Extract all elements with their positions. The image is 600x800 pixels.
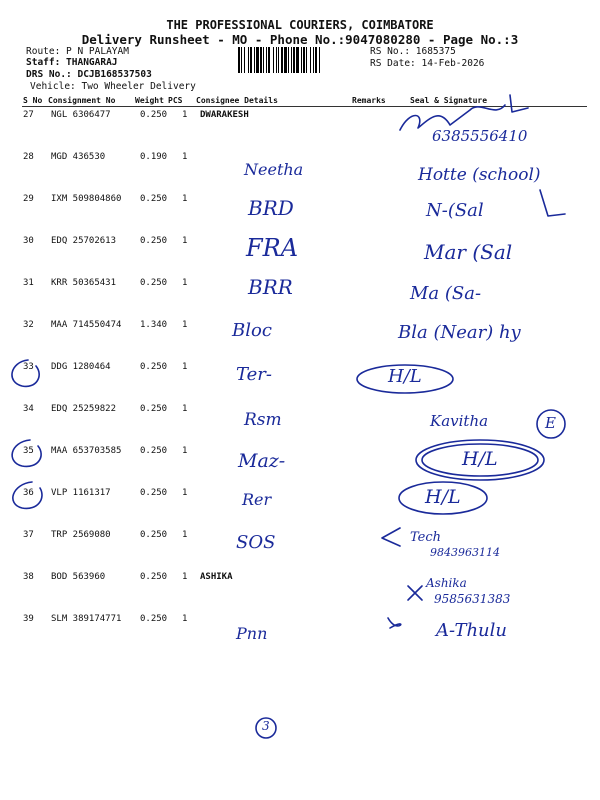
col-seal-signature: Seal & Signature [410, 96, 488, 105]
col-consignee: Consignee Details [196, 96, 278, 105]
row-consignment: EDQ 25259822 [51, 404, 117, 414]
row-sno: 35 [23, 446, 34, 456]
row-32-name-handwritten: Bloc [232, 320, 272, 341]
barcode [238, 47, 366, 73]
row-28-name-handwritten: Neetha [244, 160, 304, 179]
row-weight: 0.190 [140, 152, 168, 162]
row-consignment: DDG 1280464 [51, 362, 111, 372]
row-sno: 33 [23, 362, 34, 372]
row-34-name-handwritten: Rsm [244, 410, 282, 430]
drs-value: DCJB168537503 [77, 69, 152, 80]
row-pcs: 1 [182, 362, 188, 372]
row-sno: 37 [23, 530, 34, 540]
row-consignment: MAA 653703585 [51, 446, 122, 456]
col-weight: Weight [135, 96, 164, 105]
row-consignment: TRP 2569080 [51, 530, 111, 540]
row-28-sign-handwritten: Hotte (school) [418, 165, 541, 185]
row-weight: 0.250 [140, 572, 168, 582]
row-pcs: 1 [182, 152, 188, 162]
barcode-bar [281, 47, 283, 73]
row-consignment: IXM 509804860 [51, 194, 122, 204]
row-pcs: 1 [182, 530, 188, 540]
row-sno: 29 [23, 194, 34, 204]
company-title: THE PROFESSIONAL COURIERS, COIMBATORE [166, 18, 434, 32]
row-weight: 0.250 [140, 236, 168, 246]
row-weight: 0.250 [140, 530, 168, 540]
row-consignment: NGL 6306477 [51, 110, 111, 120]
row-weight: 0.250 [140, 404, 168, 414]
col-pcs: PCS [168, 96, 183, 105]
table-row [0, 614, 600, 656]
staff-label: Staff: [26, 57, 67, 68]
row-sno: 28 [23, 152, 34, 162]
row-pcs: 1 [182, 320, 188, 330]
row-39-name-handwritten: Pnn [236, 624, 268, 643]
row-sno: 30 [23, 236, 34, 246]
barcode-bar [291, 47, 292, 73]
row-pcs: 1 [182, 572, 188, 582]
row-consignment: BOD 563960 [51, 572, 106, 582]
staff-value: THANGARAJ [66, 57, 118, 68]
staff-text [26, 57, 118, 68]
row-37-name-handwritten: SOS [236, 532, 276, 553]
barcode-bar [254, 47, 255, 73]
row-sno: 38 [23, 572, 34, 582]
row-consignment: KRR 50365431 [51, 278, 117, 288]
barcode-bar [244, 47, 245, 73]
row-37-phone-handwritten: 9843963114 [430, 546, 500, 559]
table-row [0, 446, 600, 488]
col-sno: S No [23, 96, 43, 105]
table-row [0, 404, 600, 446]
runsheet-title: Delivery Runsheet - MO - Phone No.:9047080280 - Page No.:3 [81, 32, 519, 47]
row-30-name-handwritten: FRA [246, 234, 299, 262]
row-weight: 1.340 [140, 320, 168, 330]
row-36-sign-handwritten: H/L [425, 486, 461, 508]
barcode-bar [260, 47, 262, 73]
barcode-bar [284, 47, 287, 73]
barcode-bar [238, 47, 240, 73]
rs-number: RS No.: 1685375 [370, 46, 456, 57]
row-consignment: MAA 714550474 [51, 320, 122, 330]
row-consignment: VLP 1161317 [51, 488, 111, 498]
row-weight: 0.250 [140, 278, 168, 288]
page-number-handwritten: 3 [262, 719, 270, 733]
row-34-circled-letter: E [545, 414, 556, 432]
barcode-bar [303, 47, 305, 73]
drs-text [26, 69, 152, 80]
barcode-bar [313, 47, 314, 73]
row-consignee: ASHIKA [200, 572, 233, 582]
row-33-sign-handwritten: H/L [388, 366, 422, 387]
row-consignment: SLM 389174771 [51, 614, 122, 624]
barcode-bar [293, 47, 295, 73]
table-row [0, 194, 600, 236]
row-sno: 39 [23, 614, 34, 624]
row-pcs: 1 [182, 614, 188, 624]
row-consignment: EDQ 25702613 [51, 236, 117, 246]
row-weight: 0.250 [140, 488, 168, 498]
row-pcs: 1 [182, 404, 188, 414]
row-38-sign-handwritten: Ashika [426, 576, 467, 590]
barcode-bar [315, 47, 317, 73]
row-pcs: 1 [182, 446, 188, 456]
row-sno: 27 [23, 110, 34, 120]
row-36-name-handwritten: Rer [242, 490, 272, 509]
barcode-bar [310, 47, 311, 73]
row-sno: 31 [23, 278, 34, 288]
barcode-bar [296, 47, 299, 73]
table-row [0, 488, 600, 530]
barcode-bar [250, 47, 252, 73]
barcode-bar [268, 47, 270, 73]
barcode-bar [278, 47, 279, 73]
row-pcs: 1 [182, 194, 188, 204]
route-text: Route: P N PALAYAM [26, 46, 129, 57]
row-31-name-handwritten: BRR [248, 275, 293, 299]
row-27-phone-handwritten: 6385556410 [432, 127, 528, 145]
row-weight: 0.250 [140, 446, 168, 456]
barcode-bar [306, 47, 307, 73]
row-37-sign-handwritten: Tech [410, 530, 442, 545]
table-row [0, 362, 600, 404]
row-35-sign-handwritten: H/L [462, 448, 498, 470]
row-35-name-handwritten: Maz- [238, 450, 286, 472]
barcode-bar [241, 47, 242, 73]
row-sno: 32 [23, 320, 34, 330]
row-34-sign-handwritten: Kavitha [430, 412, 489, 430]
barcode-bar [248, 47, 249, 73]
header-divider [22, 106, 587, 107]
row-weight: 0.250 [140, 194, 168, 204]
row-pcs: 1 [182, 278, 188, 288]
table-row [0, 278, 600, 320]
barcode-bar [301, 47, 302, 73]
row-consignment: MGD 436530 [51, 152, 106, 162]
row-pcs: 1 [182, 488, 188, 498]
table-row [0, 530, 600, 572]
row-weight: 0.250 [140, 110, 168, 120]
barcode-bar [319, 47, 320, 73]
rs-date: RS Date: 14-Feb-2026 [370, 58, 485, 69]
col-remarks: Remarks [352, 96, 386, 105]
barcode-bar [276, 47, 277, 73]
row-weight: 0.250 [140, 362, 168, 372]
row-sno: 34 [23, 404, 34, 414]
barcode-bar [263, 47, 264, 73]
barcode-bar [266, 47, 267, 73]
row-38-phone-handwritten: 9585631383 [434, 592, 511, 606]
row-29-name-handwritten: BRD [248, 196, 294, 220]
barcode-bar [273, 47, 274, 73]
row-pcs: 1 [182, 110, 188, 120]
row-30-sign-handwritten: Mar (Sal [424, 240, 513, 264]
row-29-sign-handwritten: N-(Sal [426, 200, 484, 221]
row-32-sign-handwritten: Bla (Near) hy [398, 322, 521, 343]
row-consignee: DWARAKESH [200, 110, 249, 120]
row-33-name-handwritten: Ter- [236, 364, 272, 385]
col-consignment: Consignment No [48, 96, 116, 105]
drs-label: DRS No.: [26, 69, 78, 80]
vehicle-text: Vehicle: Two Wheeler Delivery [30, 81, 196, 92]
row-sno: 36 [23, 488, 34, 498]
row-31-sign-handwritten: Ma (Sa- [410, 283, 482, 304]
row-weight: 0.250 [140, 614, 168, 624]
row-39-sign-handwritten: A-Thulu [436, 620, 507, 641]
barcode-bar [288, 47, 289, 73]
row-pcs: 1 [182, 236, 188, 246]
barcode-bar [256, 47, 259, 73]
